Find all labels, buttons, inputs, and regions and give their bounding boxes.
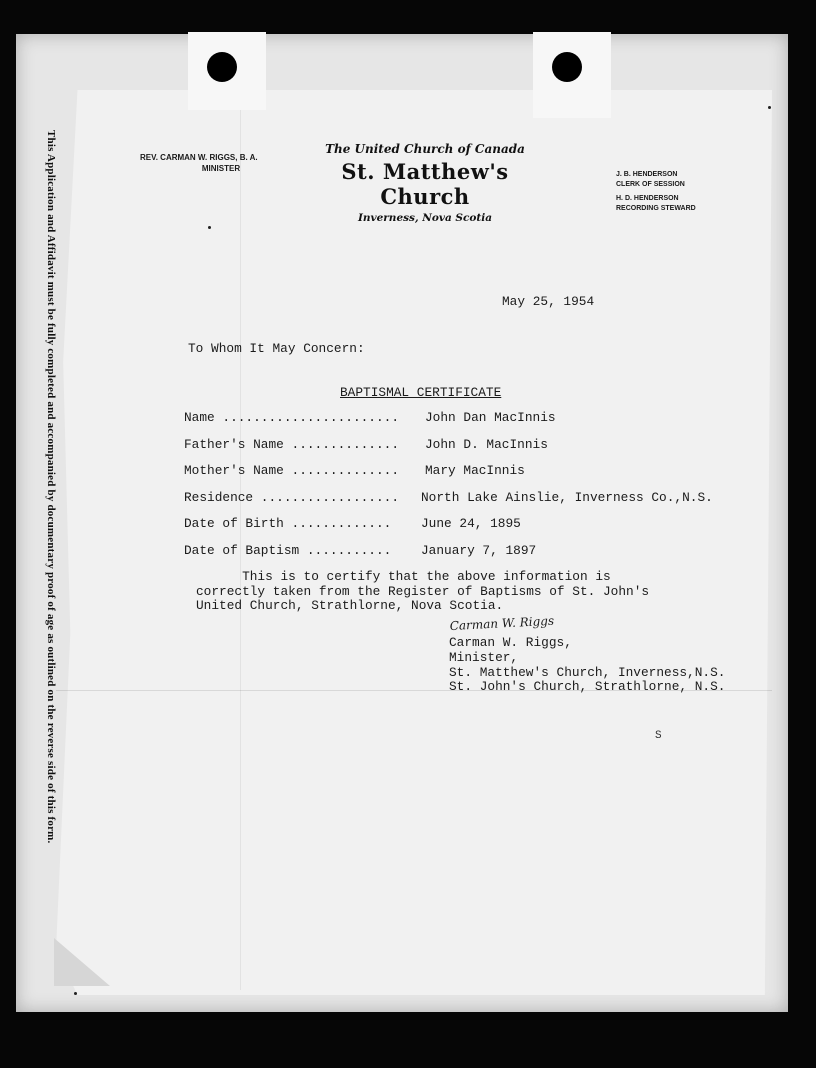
field-row xyxy=(184,543,754,570)
field-value: John D. MacInnis xyxy=(425,436,548,452)
certification-statement xyxy=(196,570,756,614)
signature-line: Carman W. Riggs, xyxy=(449,635,572,650)
field-row xyxy=(184,516,754,543)
letterhead-church xyxy=(300,142,550,224)
field-value: North Lake Ainslie, Inverness Co.,N.S. xyxy=(421,489,713,505)
field-value: January 7, 1897 xyxy=(421,542,537,558)
field-label: Residence .................. xyxy=(184,489,400,505)
binder-tab-left xyxy=(188,32,266,110)
field-row xyxy=(184,410,754,437)
official-name: J. B. HENDERSON xyxy=(616,171,678,178)
official-role: CLERK OF SESSION xyxy=(616,180,685,188)
signature-line: St. Matthew's Church, Inverness,N.S. xyxy=(449,664,726,680)
field-label: Name ....................... xyxy=(184,410,400,425)
field-row xyxy=(184,490,754,517)
letterhead-minister xyxy=(140,152,292,174)
statement-line: This is to certify that the above information is xyxy=(196,569,611,584)
church-name: St. Matthew's Church xyxy=(341,159,509,209)
field-value: John Dan MacInnis xyxy=(425,410,556,425)
signature-block xyxy=(449,636,769,695)
paper-speck xyxy=(208,226,211,229)
margin-mark: S xyxy=(655,730,662,742)
field-row xyxy=(184,463,754,490)
field-row xyxy=(184,437,754,464)
field-label: Date of Baptism ........... xyxy=(184,542,392,558)
certificate-title: BAPTISMAL CERTIFICATE xyxy=(340,385,502,400)
minister-name: REV. CARMAN W. RIGGS, B. A. xyxy=(140,153,258,162)
salutation: To Whom It May Concern: xyxy=(188,341,365,356)
minister-title: MINISTER xyxy=(201,164,241,173)
signature-line: Minister, xyxy=(449,649,519,665)
official-role: RECORDING STEWARD xyxy=(616,204,696,212)
letter-date: May 25, 1954 xyxy=(502,294,595,309)
punch-hole-icon xyxy=(552,52,582,82)
field-label: Date of Birth ............. xyxy=(184,516,392,531)
certificate-fields xyxy=(184,410,754,569)
binder-tab-right xyxy=(533,32,611,118)
statement-line: correctly taken from the Register of Baptisms of St. John's xyxy=(196,583,650,599)
punch-hole-icon xyxy=(207,52,237,82)
paper-speck xyxy=(74,992,77,995)
paper-speck xyxy=(768,106,771,109)
signature-line: St. John's Church, Strathlorne, N.S. xyxy=(449,679,726,695)
church-location: Inverness, Nova Scotia xyxy=(357,212,493,224)
letterhead-officials xyxy=(616,170,746,213)
field-value: June 24, 1895 xyxy=(421,516,521,531)
field-label: Father's Name .............. xyxy=(184,436,400,452)
statement-line: United Church, Strathlorne, Nova Scotia. xyxy=(196,598,504,613)
official-name: H. D. HENDERSON xyxy=(616,195,679,202)
denomination: The United Church of Canada xyxy=(325,142,525,156)
side-instruction-note: This Application and Affidavit must be fully completed and accompanied by documentary proof of age as outlined on the reverse side of this form. xyxy=(45,130,57,844)
handwritten-signature: Carman W. Riggs xyxy=(449,613,555,634)
field-label: Mother's Name .............. xyxy=(184,463,400,478)
field-value: Mary MacInnis xyxy=(425,463,525,478)
